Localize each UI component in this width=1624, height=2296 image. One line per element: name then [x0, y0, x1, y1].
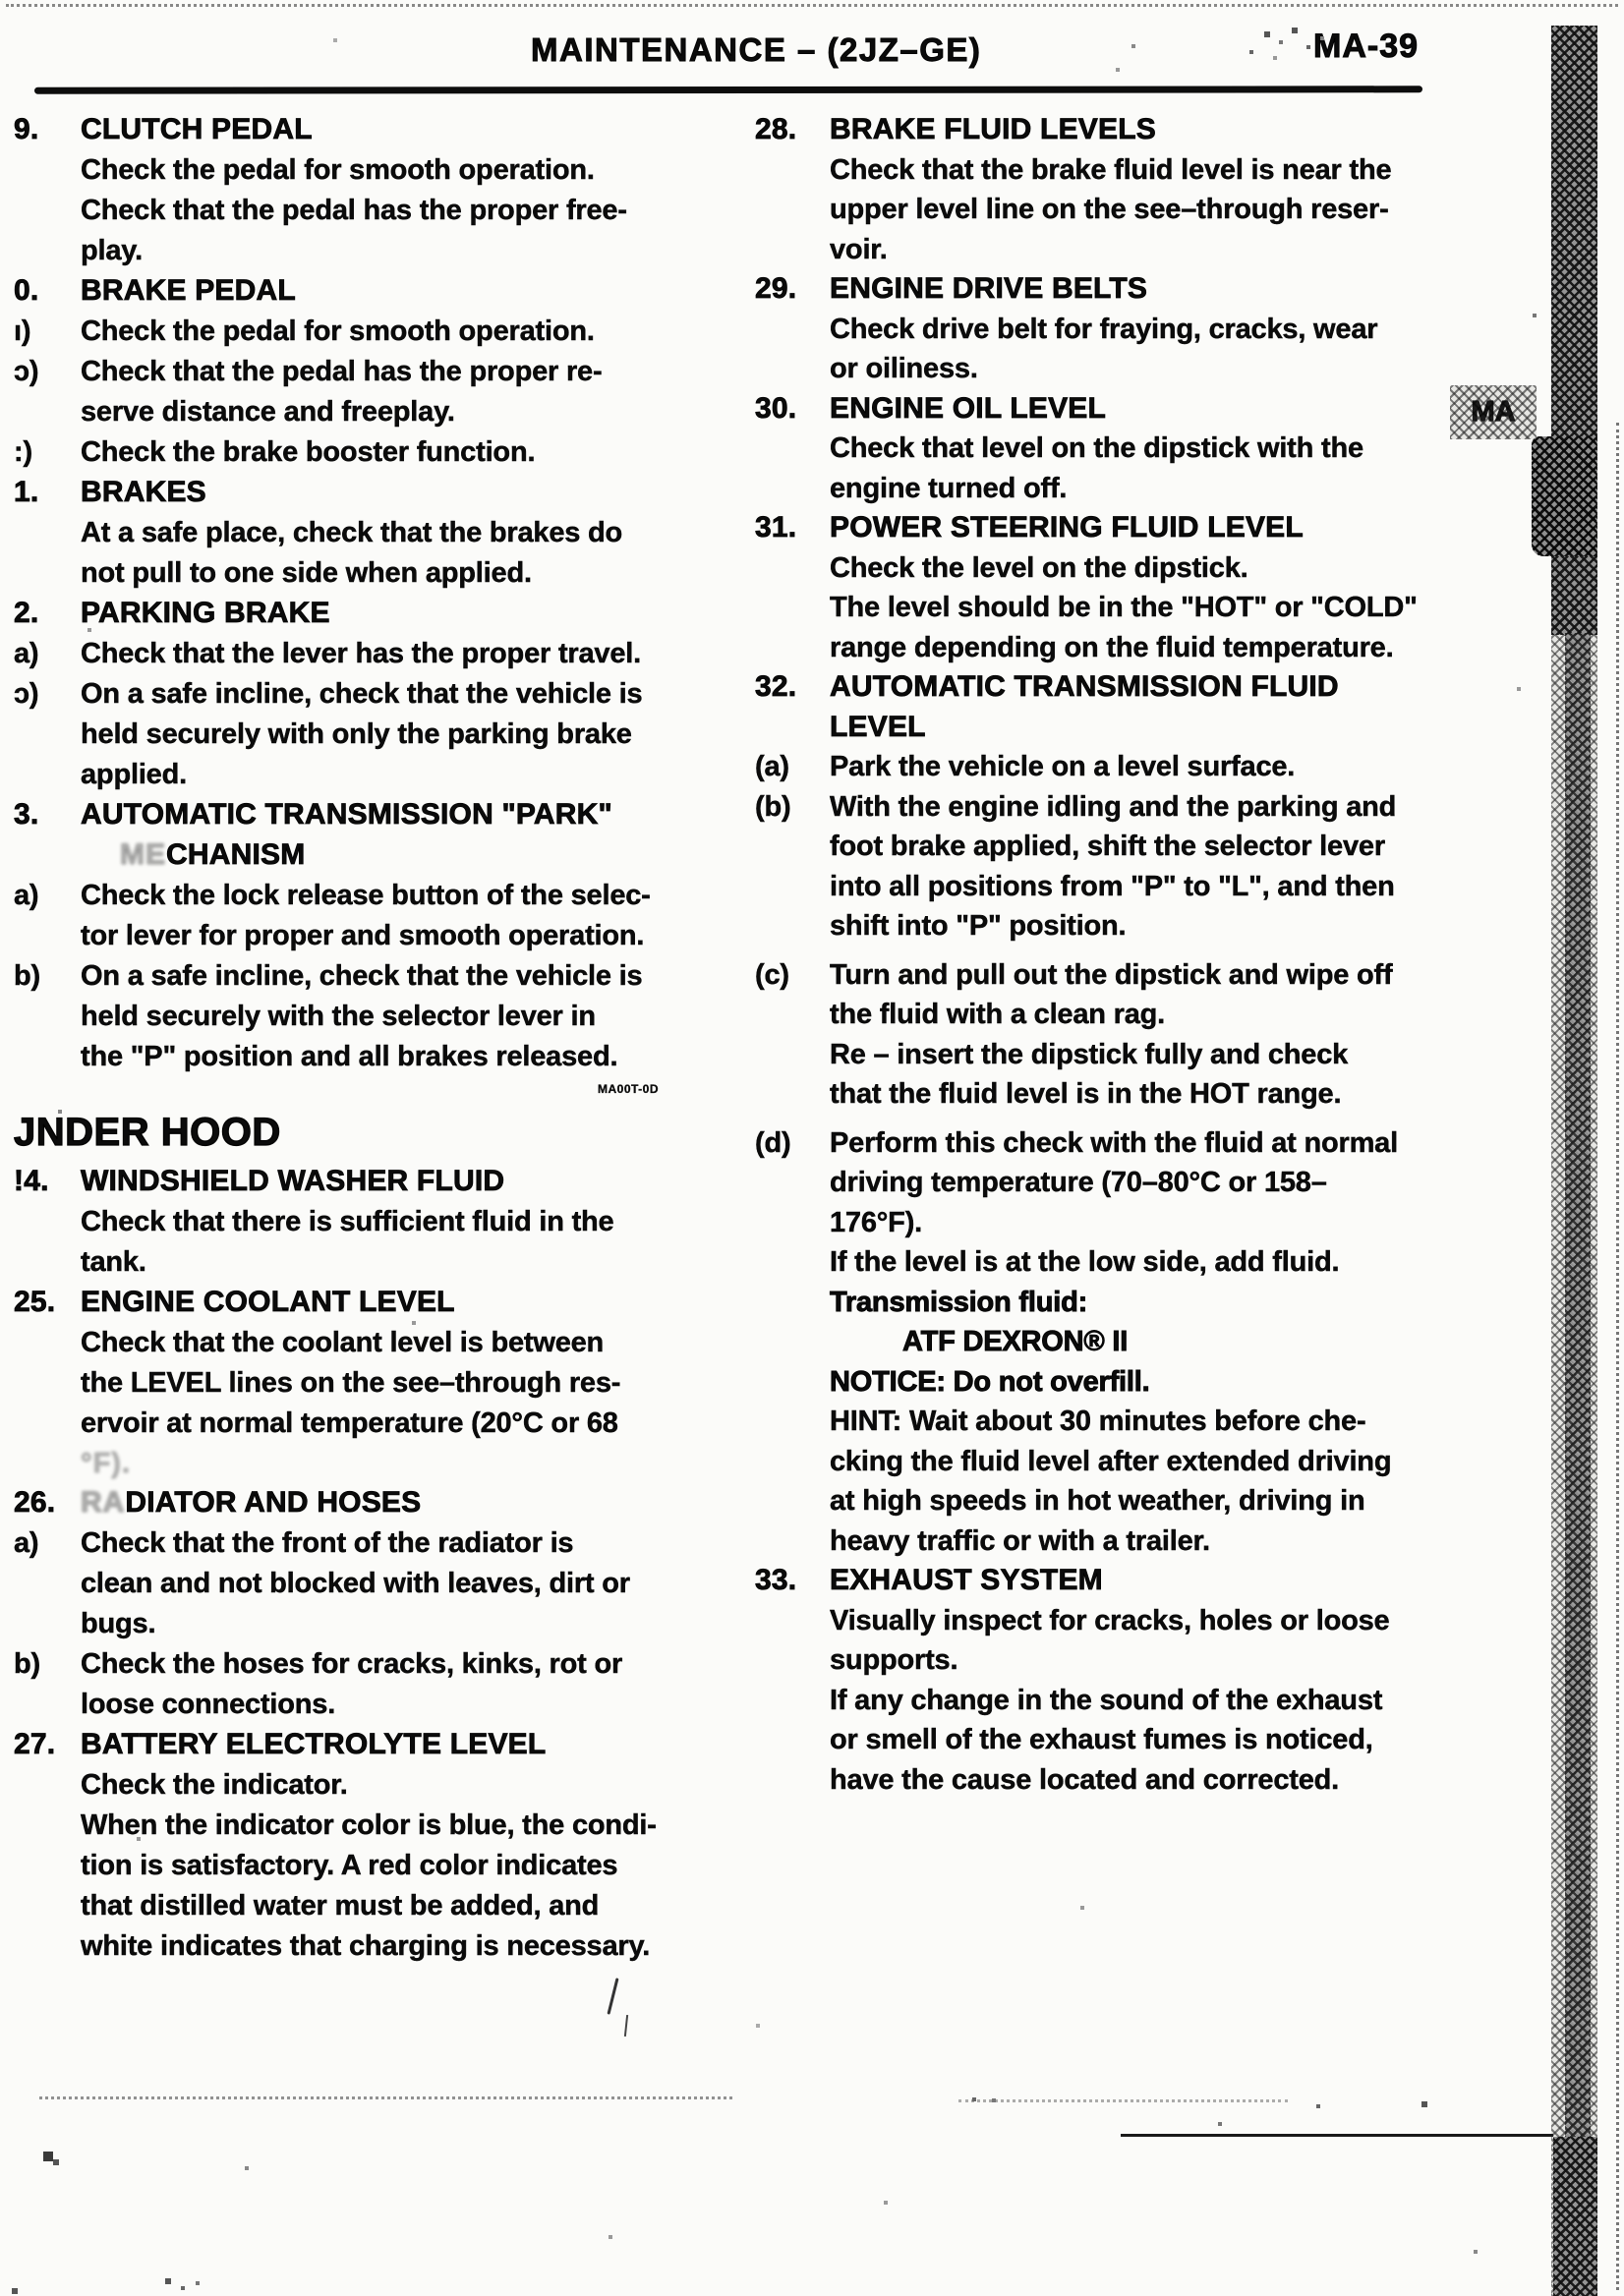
line-text: At a safe place, check that the brakes do [81, 517, 623, 548]
section-heading-line [14, 795, 751, 835]
text-line [755, 747, 1512, 787]
item-marker: (c) [755, 958, 789, 991]
section-heading-line [755, 667, 1512, 708]
faded-text-fragment: °F). [81, 1448, 132, 1479]
text-line [755, 1035, 1512, 1075]
line-text: Check the level on the dipstick. [830, 551, 1248, 584]
text-line [14, 1242, 751, 1283]
item-marker: b) [14, 1648, 40, 1680]
text-line [755, 1362, 1512, 1403]
right-column [755, 110, 1512, 1800]
line-text: ervoir at normal temperature (20°C or 68 [81, 1407, 618, 1439]
faded-text-fragment: RA [81, 1486, 126, 1519]
text-line [14, 1765, 751, 1806]
line-text: BRAKES [81, 476, 206, 508]
line-text: that the fluid level is in the HOT range. [830, 1078, 1342, 1110]
text-line [14, 1037, 751, 1077]
line-text: applied. [81, 759, 187, 790]
line-text: With the engine idling and the parking and [830, 790, 1397, 823]
line-text: heavy traffic or with a trailer. [830, 1524, 1210, 1557]
line-text: Check the pedal for smooth operation. [81, 316, 595, 347]
text-line [755, 995, 1512, 1035]
item-marker: 28. [755, 113, 797, 145]
line-text: CLUTCH PEDAL [81, 113, 313, 145]
page-title: MAINTENANCE – (2JZ–GE) [531, 31, 982, 68]
text-line [755, 906, 1512, 947]
line-text: ENGINE OIL LEVEL [830, 391, 1107, 425]
section-heading-line [14, 835, 751, 876]
line-text: or oiliness. [830, 353, 978, 384]
line-text: Visually inspect for cracks, holes or loose [830, 1604, 1390, 1636]
item-marker: a) [14, 1527, 39, 1559]
line-text: Turn and pull out the dipstick and wipe off [830, 958, 1393, 991]
line-text: Check the pedal for smooth operation. [81, 154, 595, 186]
header-rule [34, 86, 1422, 93]
text-line [14, 1564, 751, 1604]
line-text: BATTERY ELECTROLYTE LEVEL [81, 1728, 547, 1760]
text-line [14, 1806, 751, 1846]
line-text: HINT: Wait about 30 minutes before che- [830, 1406, 1366, 1437]
line-text: DIATOR AND HOSES [125, 1486, 422, 1519]
section-heading-line [14, 594, 751, 634]
text-line [14, 715, 751, 755]
edge-shadow-blob [1532, 436, 1596, 556]
text-line [755, 628, 1512, 668]
line-text: MA00T-0D [598, 1082, 660, 1096]
section-heading-line [755, 110, 1512, 150]
line-text: Check that level on the dipstick with the [830, 432, 1363, 464]
text-line [755, 548, 1512, 589]
section-heading-line [14, 473, 751, 513]
text-line [14, 392, 751, 432]
text-line [14, 916, 751, 956]
item-marker: 1. [14, 476, 39, 508]
line-text: or smell of the exhaust fumes is noticed, [830, 1724, 1373, 1755]
left-column [14, 110, 751, 1967]
text-line [14, 674, 751, 715]
line-text: shift into "P" position. [830, 910, 1127, 942]
text-line [14, 876, 751, 916]
item-marker: (b) [755, 790, 791, 823]
text-line [14, 1202, 751, 1242]
line-text: Check the hoses for cracks, kinks, rot or [81, 1648, 623, 1680]
text-line [14, 956, 751, 997]
text-line [14, 231, 751, 271]
line-text: WINDSHIELD WASHER FLUID [81, 1165, 505, 1197]
line-text: white indicates that charging is necessary. [81, 1930, 651, 1962]
line-text: Check the indicator. [81, 1769, 348, 1801]
faded-text-fragment: ME [120, 838, 166, 871]
text-line [755, 230, 1512, 270]
line-text: Check the brake booster function. [81, 436, 536, 468]
text-line [14, 997, 751, 1037]
line-text: voir. [830, 233, 888, 265]
line-text: BRAKE PEDAL [81, 274, 296, 307]
stray-pen-mark [624, 2015, 628, 2037]
line-text: On a safe incline, check that the vehicle is [81, 960, 643, 992]
item-marker: ı) [14, 316, 31, 347]
item-marker: 31. [755, 511, 797, 544]
line-text: POWER STEERING FLUID LEVEL [830, 511, 1304, 544]
text-line [755, 429, 1512, 469]
line-text: Check drive belt for fraying, cracks, wear [830, 313, 1378, 345]
text-line [755, 1681, 1512, 1721]
text-line [14, 1846, 751, 1886]
line-text: Park the vehicle on a level surface. [830, 751, 1296, 782]
line-text: driving temperature (70–80°C or 158– [830, 1167, 1327, 1198]
text-line [755, 310, 1512, 350]
item-marker: 26. [14, 1486, 56, 1519]
text-line [14, 1523, 751, 1564]
line-text: Perform this check with the fluid at normal [830, 1126, 1398, 1159]
item-marker: a) [14, 880, 39, 911]
line-text: into all positions from "P" to "L", and then [830, 870, 1395, 902]
thin-rule-bottom-right [1121, 2134, 1553, 2137]
line-text: When the indicator color is blue, the condi- [81, 1809, 657, 1841]
line-text: LEVEL [830, 710, 926, 743]
line-text: Check that the front of the radiator is [81, 1527, 574, 1559]
item-marker: b) [14, 960, 40, 992]
section-heading-line [755, 389, 1512, 430]
text-line [755, 1720, 1512, 1760]
page-edge-shadow-bar [1551, 26, 1597, 2296]
section-heading-line [14, 1107, 751, 1162]
line-text: Check that the coolant level is between [81, 1327, 605, 1358]
text-line [755, 827, 1512, 867]
section-heading-line [755, 708, 1512, 748]
section-heading-line [14, 1162, 751, 1202]
line-text: 176°F). [830, 1206, 923, 1238]
text-line [14, 1926, 751, 1967]
dotted-rule-bottom-right [958, 2099, 1288, 2102]
line-text: clean and not blocked with leaves, dirt or [81, 1568, 630, 1599]
item-marker: (d) [755, 1126, 791, 1159]
page-number: MA-39 [1313, 28, 1420, 65]
line-text: On a safe incline, check that the vehicle is [81, 678, 643, 710]
line-text: AUTOMATIC TRANSMISSION FLUID [830, 670, 1339, 703]
line-text: NOTICE: Do not overfill. [830, 1365, 1150, 1398]
line-text: Check that the lever has the proper travel. [81, 638, 641, 669]
text-line [755, 1640, 1512, 1681]
line-text: EXHAUST SYSTEM [830, 1564, 1103, 1596]
section-heading-line [14, 271, 751, 312]
line-text: Check that there is sufficient fluid in the [81, 1206, 614, 1237]
item-marker: 0. [14, 274, 39, 307]
line-text: foot brake applied, shift the selector lever [830, 831, 1385, 862]
section-heading-line [14, 1283, 751, 1323]
line-text: supports. [830, 1644, 958, 1676]
line-text: range depending on the fluid temperature. [830, 631, 1394, 663]
text-line [755, 1163, 1512, 1203]
item-marker: 33. [755, 1564, 797, 1596]
section-heading-line [755, 1561, 1512, 1601]
text-line [755, 1481, 1512, 1521]
line-text: not pull to one side when applied. [81, 557, 532, 589]
item-marker: 27. [14, 1728, 56, 1760]
item-marker: :) [14, 436, 32, 468]
item-marker: 29. [755, 272, 797, 305]
line-text: engine turned off. [830, 472, 1068, 504]
line-text: AUTOMATIC TRANSMISSION "PARK" [81, 798, 612, 831]
line-text: Check that the pedal has the proper re- [81, 356, 603, 387]
text-line [14, 1604, 751, 1644]
line-text: ENGINE DRIVE BELTS [830, 272, 1148, 305]
line-text: upper level line on the see–through reser- [830, 194, 1389, 225]
text-line [14, 1444, 751, 1483]
item-marker: 2. [14, 597, 39, 629]
line-text: held securely with the selector lever in [81, 1001, 596, 1032]
stray-pen-mark [607, 1978, 618, 2015]
line-text: The level should be in the "HOT" or "COLD" [830, 592, 1418, 623]
line-text: the fluid with a clean rag. [830, 999, 1166, 1030]
line-text: at high speeds in hot weather, driving in [830, 1485, 1365, 1517]
line-text: the LEVEL lines on the see–through res- [81, 1367, 621, 1399]
text-line [755, 1123, 1512, 1164]
line-text: CHANISM [166, 838, 306, 871]
line-text: BRAKE FLUID LEVELS [830, 113, 1156, 145]
text-line [14, 1685, 751, 1725]
line-text: Transmission fluid: [830, 1286, 1088, 1318]
line-text: Check that the brake fluid level is near the [830, 153, 1392, 186]
text-line [14, 755, 751, 795]
item-marker: ɔ) [14, 678, 39, 710]
scan-edge-dots-top [6, 4, 1618, 7]
line-text: that distilled water must be added, and [81, 1890, 600, 1922]
text-line [755, 1074, 1512, 1115]
text-line [755, 1283, 1512, 1323]
text-line [14, 1644, 751, 1685]
text-line [755, 469, 1512, 509]
section-heading-line [14, 110, 751, 150]
text-line [755, 787, 1512, 828]
item-marker: a) [14, 638, 39, 669]
text-line [755, 150, 1512, 191]
line-text: the "P" position and all brakes released. [81, 1041, 618, 1072]
line-text: tor lever for proper and smooth operation. [81, 920, 645, 951]
text-line [14, 432, 751, 473]
line-text: Check the lock release button of the selec- [81, 880, 651, 911]
text-line [14, 191, 751, 231]
ma-tab-label: MA [1471, 396, 1516, 428]
text-line [755, 955, 1512, 996]
line-text: Re – insert the dipstick fully and check [830, 1038, 1349, 1070]
line-text: play. [81, 235, 143, 266]
edge-shadow-core [1565, 633, 1591, 2139]
section-heading-line [14, 1483, 751, 1523]
text-line [755, 1402, 1512, 1442]
text-line [755, 1601, 1512, 1641]
text-line [755, 867, 1512, 907]
scan-noise-speckles [0, 0, 2, 2]
item-marker: !4. [14, 1165, 49, 1197]
line-text: cking the fluid level after extended driving [830, 1445, 1392, 1477]
text-line [755, 1203, 1512, 1243]
item-marker: 3. [14, 798, 39, 831]
text-line [14, 553, 751, 594]
text-line [755, 1242, 1512, 1283]
item-marker: 30. [755, 391, 797, 425]
line-text: If the level is at the low side, add fluid. [830, 1246, 1340, 1278]
text-line [14, 352, 751, 392]
section-heading-line [755, 508, 1512, 548]
line-text: ENGINE COOLANT LEVEL [81, 1286, 455, 1318]
text-line [755, 190, 1512, 230]
line-text: held securely with only the parking brake [81, 718, 632, 750]
item-marker: 25. [14, 1286, 56, 1318]
line-text: JNDER HOOD [14, 1111, 281, 1154]
text-line [14, 150, 751, 191]
item-marker: ɔ) [14, 356, 39, 387]
text-line [14, 1363, 751, 1404]
item-marker: 32. [755, 670, 797, 703]
line-text: PARKING BRAKE [81, 597, 330, 629]
line-text: tion is satisfactory. A red color indicates [81, 1850, 618, 1881]
dotted-rule-bottom-left [39, 2096, 732, 2099]
item-marker: (a) [755, 751, 789, 782]
text-line [755, 1322, 1512, 1362]
text-line [14, 312, 751, 352]
line-text: ATF DEXRON® II [902, 1326, 1129, 1357]
scan-edge-dots-right [1616, 423, 1619, 2290]
text-line [755, 349, 1512, 389]
text-line [755, 1521, 1512, 1562]
line-text: If any change in the sound of the exhaust [830, 1684, 1383, 1716]
text-line [14, 634, 751, 674]
ma-section-tab [1450, 385, 1537, 439]
text-line [755, 1442, 1512, 1482]
text-line [14, 1077, 751, 1107]
text-line [14, 1323, 751, 1363]
item-marker: 9. [14, 113, 39, 145]
text-line [14, 1404, 751, 1444]
section-heading-line [14, 1725, 751, 1765]
line-text: Check that the pedal has the proper free- [81, 195, 627, 226]
line-text: serve distance and freeplay. [81, 396, 455, 428]
line-text: have the cause located and corrected. [830, 1763, 1340, 1796]
text-line [14, 513, 751, 553]
line-text: bugs. [81, 1608, 156, 1639]
text-line [755, 1760, 1512, 1801]
line-text: tank. [81, 1246, 146, 1278]
text-line [755, 588, 1512, 628]
text-line [14, 1886, 751, 1926]
line-text: loose connections. [81, 1689, 336, 1720]
section-heading-line [755, 269, 1512, 310]
edge-shadow-bottom [1553, 2137, 1597, 2296]
